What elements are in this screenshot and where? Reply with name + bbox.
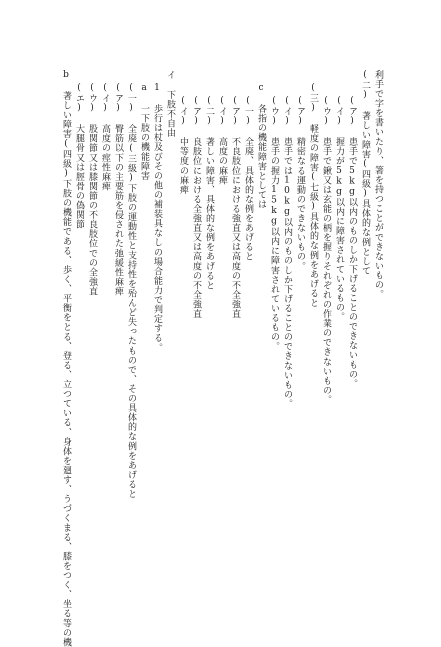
text-column: 利手で字を書いたり、箸を持つことができないもの。 — [373, 70, 383, 300]
text-column: (ア) 良肢位における全強直又は高度の不全強直 — [191, 96, 201, 319]
text-column: イ 下肢不自由 — [165, 70, 175, 138]
text-column: (二) 著しい障害(四級)具体的な例として — [360, 70, 370, 276]
text-column: (二) 著しい障害、具体的な例をあげると — [204, 96, 214, 290]
text-column: (ウ) 患手で鍬又は玄能の柄を握りそれぞれの作業のできないもの。 — [321, 96, 331, 405]
text-column: (イ) 患手では10kg以内のものしか下げることのできないもの。 — [282, 96, 292, 409]
text-column: (一) 全廃(三級)下肢の運動性と支持性を殆んど失ったもので、その具体的な例をあげると — [126, 83, 136, 499]
text-column: (ウ) 股関節又は膝関節の不良肢位での全強直 — [87, 83, 97, 297]
text-column: (三) 軽度の障害(七級)具体的な例をあげると — [308, 83, 318, 308]
text-column: (イ) 高度の麻痺 — [217, 96, 227, 185]
text-column: a 一下肢の機能障害 — [139, 83, 149, 181]
text-column: (イ) 握力が5kg以内に障害されているもの。 — [334, 96, 344, 322]
text-column: (イ) 高度の痙性麻痺 — [100, 83, 110, 192]
text-column: (一) 全廃、具体的な例をあげると — [243, 96, 253, 262]
text-column: (ウ) 患手の握力15kg以内に障害されているもの。 — [269, 96, 279, 352]
text-column: (ア) 精密なる運動のできないもの。 — [295, 96, 305, 271]
text-column: (ア) 臀筋以下の主要筋を侵された弛緩性麻痺 — [113, 83, 123, 297]
text-column: c 各指の機能障害としては — [256, 83, 266, 210]
text-column: 1 歩行は杖及びその他の補装具なしの場合能力で判定する。 — [152, 83, 162, 353]
text-column: (イ) 中等度の麻痺 — [178, 96, 188, 195]
text-column: (エ) 大腿骨又は脛骨の偽関節 — [74, 83, 84, 230]
text-column: b 著しい障害(四級)下肢の機能である、歩く、平衡をとる、登る、立つている、身体を廻す、うづくまる、膝をつく、坐る等の機 — [61, 70, 71, 647]
text-column: (ア) 患手で5kg以内のものしか下げることのできないもの。 — [347, 96, 357, 389]
text-column: (ア) 不良肢位における強直又は高度の不全強直 — [230, 96, 240, 319]
